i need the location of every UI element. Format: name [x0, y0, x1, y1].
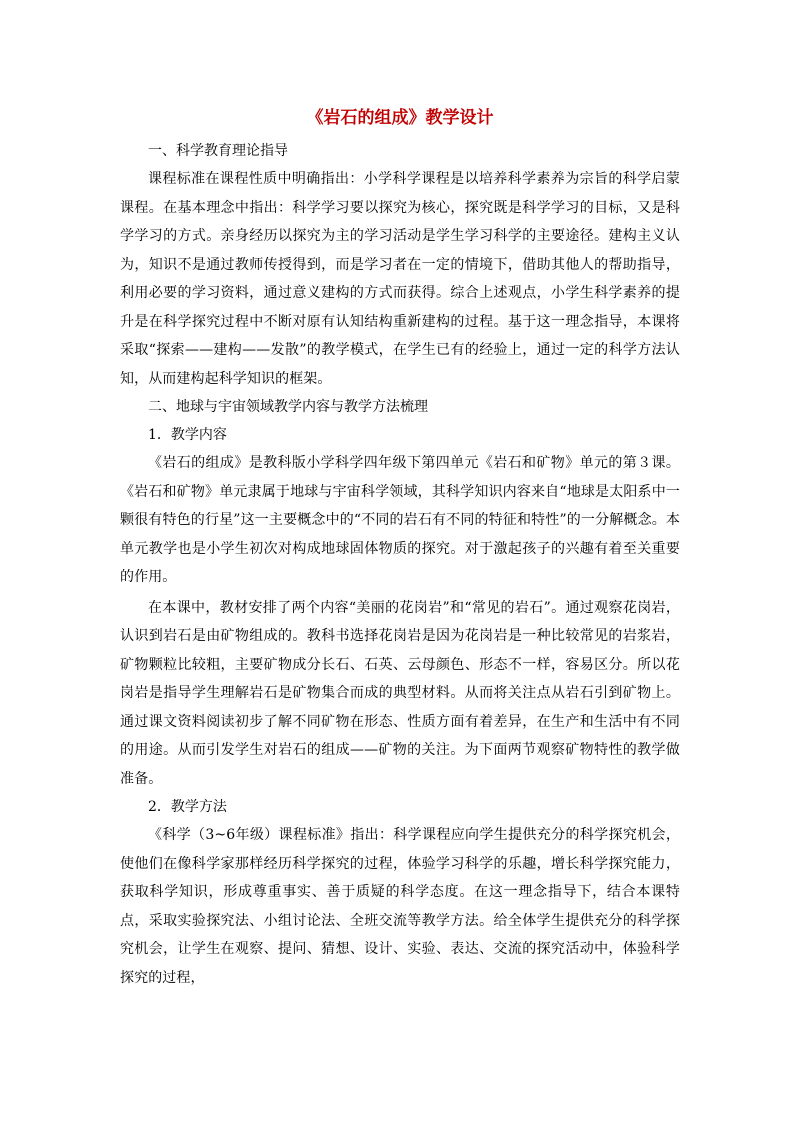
document-title: 《岩石的组成》教学设计: [306, 108, 494, 128]
subsection2-paragraph-1: 《科学（3~6年级）课程标准》指出：科学课程应向学生提供充分的科学探究机会，使他们在像科学家那样经历科学探究的过程，体验学习科学的乐趣，增长科学探究能力，获取科学知识，形成尊重事实、善于质疑的科学态度。在这一理念指导下，结合本课特点，采取实验探究法、小组讨论法、全班交流等教学方法。给全体学生提供充分的科学探究机会，让学生在观察、提问、猜想、设计、实验、表达、交流的探究活动中，体验科学探究的过程，: [120, 827, 680, 986]
section2-heading: 二、地球与宇宙领域教学内容与教学方法梳理: [148, 399, 428, 415]
subsection2-heading: 2．教学方法: [148, 799, 227, 815]
document-page: [120, 100, 680, 992]
subsection1-paragraph-2: 在本课中，教材安排了两个内容“美丽的花岗岩”和“常见的岩石”。通过观察花岗岩，认识到岩石是由矿物组成的。教科书选择花岗岩是因为花岗岩是一种比较常见的岩浆岩，矿物颗粒比较粗，主要矿物成分长石、石英、云母颜色、形态不一样，容易区分。所以花岗岩是指导学生理解岩石是矿物集合而成的典型材料。从而将关注点从岩石引到矿物上。通过课文资料阅读初步了解不同矿物在形态、性质方面有着差异，在生产和生活中有不同的用途。从而引发学生对岩石的组成——矿物的关注。为下面两节观察矿物特性的教学做准备。: [120, 599, 680, 787]
subsection1-heading: 1．教学内容: [148, 427, 227, 443]
subsection1-paragraph-1: 《岩石的组成》是教科版小学科学四年级下第四单元《岩石和矿物》单元的第３课。《岩石和矿物》单元隶属于地球与宇宙科学领域，其科学知识内容来自“地球是太阳系中一颗很有特色的行星”这一主要概念中的“不同的岩石有不同的特征和特性”的一分解概念。本单元教学也是小学生初次对构成地球固体物质的探究。对于激起孩子的兴趣有着至关重要的作用。: [120, 455, 680, 585]
section1-paragraph: 课程标准在课程性质中明确指出：小学科学课程是以培养科学素养为宗旨的科学启蒙课程。在基本理念中指出：科学学习要以探究为核心，探究既是科学学习的目标，又是科学学习的方式。亲身经历以探究为主的学习活动是学生学习科学的主要途径。建构主义认为，知识不是通过教师传授得到，而是学习者在一定的情境下，借助其他人的帮助指导，利用必要的学习资料，通过意义建构的方式而获得。综合上述观点，小学生科学素养的提升是在科学探究过程中不断对原有认知结构重新建构的过程。基于这一理念指导，本课将采取“探索——建构——发散”的教学模式，在学生已有的经验上，通过一定的科学方法认知，从而建构起科学知识的框架。: [120, 171, 680, 387]
section1-heading: 一、科学教育理论指导: [148, 143, 288, 159]
